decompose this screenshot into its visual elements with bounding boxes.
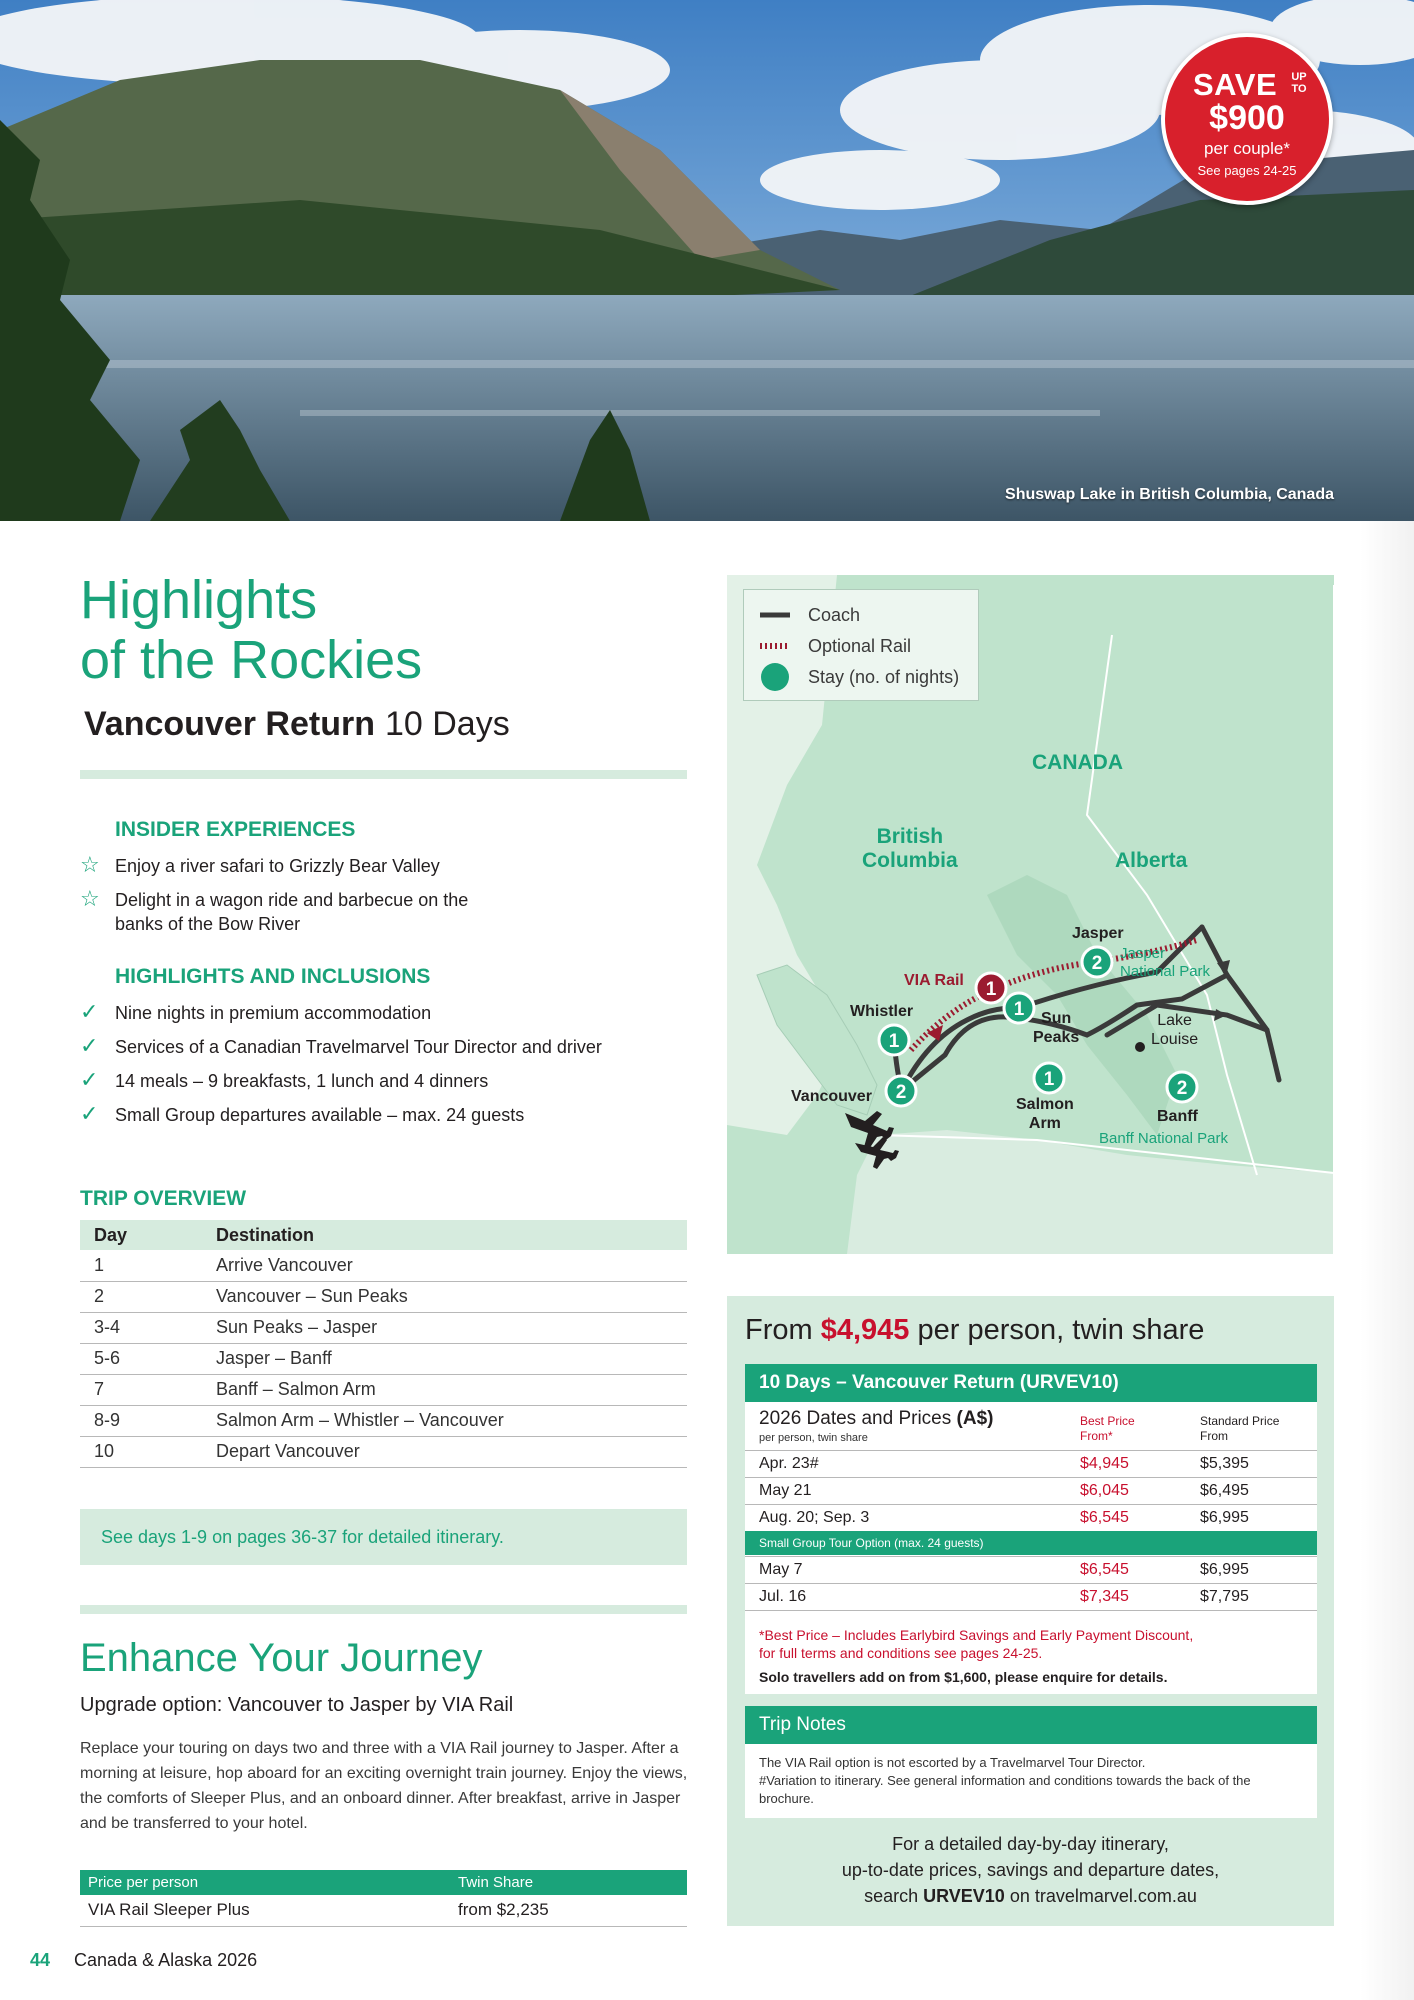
tour-title-line1: Highlights <box>80 570 318 630</box>
small-group-header: Small Group Tour Option (max. 24 guests) <box>745 1531 1317 1555</box>
star-icon: ☆ <box>80 852 100 877</box>
table-row <box>80 1281 687 1312</box>
badge-see-pages: See pages 24-25 <box>1197 163 1297 178</box>
jasper-nights: 2 <box>1091 953 1103 974</box>
star-icon: ☆ <box>80 886 100 911</box>
tour-title <box>80 570 422 690</box>
rail-price-cell: from $2,235 <box>450 1895 687 1926</box>
lake-louise-dot <box>1135 1042 1145 1052</box>
table-header-row <box>80 1870 687 1895</box>
search-line1: For a detailed day-by-day itinerary, <box>892 1834 1169 1854</box>
whistler-nights: 1 <box>888 1031 900 1052</box>
itinerary-note: See days 1-9 on pages 36-37 for detailed itinerary. <box>80 1509 687 1565</box>
from-prefix: From <box>745 1314 813 1346</box>
from-price-line <box>745 1314 1204 1347</box>
salmon-arm-nights: 1 <box>1043 1069 1055 1090</box>
inclusion-item-text: Services of a Canadian Travelmarvel Tour Director and driver <box>115 1037 602 1057</box>
table-row <box>80 1374 687 1405</box>
lake-louise-line2: Louise <box>1151 1031 1199 1048</box>
standard-price: $6,495 <box>1200 1482 1249 1499</box>
hero-photo <box>0 0 1414 521</box>
dates-title <box>759 1408 993 1430</box>
day-cell: 1 <box>80 1250 202 1281</box>
day-cell: 3-4 <box>80 1312 202 1343</box>
column-price-per-person: Price per person <box>80 1870 450 1895</box>
insider-item-text: Enjoy a river safari to Grizzly Bear Valley <box>115 856 440 876</box>
dates-title-text: 2026 Dates and Prices <box>759 1408 952 1429</box>
insider-heading: INSIDER EXPERIENCES <box>115 818 356 841</box>
departure-date: Apr. 23# <box>759 1455 819 1472</box>
table-row <box>80 1312 687 1343</box>
table-row <box>80 1343 687 1374</box>
standard-price: $6,995 <box>1200 1561 1249 1578</box>
column-twin-share: Twin Share <box>450 1870 687 1895</box>
best-price-column-head <box>1080 1414 1135 1444</box>
check-icon: ✓ <box>80 1033 99 1058</box>
day-cell: 8-9 <box>80 1405 202 1436</box>
destination-cell: Jasper – Banff <box>202 1343 687 1374</box>
search-line3b: on travelmarvel.com.au <box>1009 1886 1197 1906</box>
std-label-line2: From <box>1200 1429 1228 1443</box>
vancouver-nights: 2 <box>895 1082 907 1103</box>
tour-duration: 10 Days <box>384 705 510 743</box>
badge-per-couple: per couple* <box>1203 139 1290 158</box>
dates-prices-card <box>745 1364 1317 1694</box>
via-rail-label: VIA Rail <box>904 972 964 989</box>
salmon-arm-label <box>1016 1095 1074 1133</box>
check-icon: ✓ <box>80 1067 99 1092</box>
price-row <box>745 1556 1317 1583</box>
std-label-line1: Standard Price <box>1200 1414 1280 1428</box>
trip-note-2: #Variation to itinerary. See general information and conditions towards the back of the brochure. <box>759 1773 1251 1806</box>
solo-traveller-note: Solo travellers add on from $1,600, please enquire for details. <box>759 1669 1168 1685</box>
standard-price: $6,995 <box>1200 1509 1249 1526</box>
vancouver-label: Vancouver <box>791 1088 872 1105</box>
search-instructions <box>727 1831 1334 1909</box>
salmon-arm-line1: Salmon <box>1016 1096 1074 1113</box>
check-icon: ✓ <box>80 1101 99 1126</box>
best-label-line1: Best Price <box>1080 1414 1135 1428</box>
page-number: 44 <box>30 1950 51 1970</box>
route-map <box>727 575 1334 1254</box>
trip-overview-heading: TRIP OVERVIEW <box>80 1187 247 1210</box>
page-footer <box>30 1950 257 1971</box>
photo-caption: Shuswap Lake in British Columbia, Canada <box>1005 486 1334 503</box>
legend-rail-label: Optional Rail <box>808 636 912 656</box>
lake-louise-line1: Lake <box>1157 1012 1192 1029</box>
standard-price: $5,395 <box>1200 1455 1249 1472</box>
destination-cell: Depart Vancouver <box>202 1436 687 1467</box>
price-row <box>745 1504 1317 1531</box>
day-cell: 5-6 <box>80 1343 202 1374</box>
table-row <box>80 1405 687 1436</box>
insider-item-text: Delight in a wagon ride and barbecue on the <box>115 890 469 910</box>
departure-date: May 21 <box>759 1482 812 1499</box>
enhance-body: Replace your touring on days two and three with a VIA Rail journey to Jasper. After a morning at leisure, hop aboard for an exciting overnight train journey. Enjoy the views, the comforts of Sleeper Plus, and an onboard dinner. After breakfast, arrive in Jasper and be transferred to your hotel. <box>80 1740 688 1832</box>
standard-price: $7,795 <box>1200 1588 1249 1605</box>
best-price: $7,345 <box>1080 1588 1129 1605</box>
insider-item-text: banks of the Bow River <box>115 914 301 934</box>
tour-title-line2: of the Rockies <box>80 630 423 690</box>
search-line2: up-to-date prices, savings and departure dates, <box>841 1860 1220 1880</box>
badge-amount: $900 <box>1209 99 1285 137</box>
departure-date: May 7 <box>759 1561 803 1578</box>
badge-upto-text: UP TO <box>1291 71 1307 95</box>
save-badge <box>1161 33 1333 205</box>
best-price: $6,045 <box>1080 1482 1129 1499</box>
lake-louise-label <box>1151 1011 1198 1049</box>
best-price: $6,545 <box>1080 1561 1129 1578</box>
departure-date: Jul. 16 <box>759 1588 807 1605</box>
trip-notes-card <box>745 1706 1317 1818</box>
publication-name: Canada & Alaska 2026 <box>74 1950 258 1970</box>
rail-option-cell: VIA Rail Sleeper Plus <box>80 1895 450 1926</box>
price-row <box>745 1450 1317 1477</box>
sun-peaks-line1: Sun <box>1041 1010 1072 1027</box>
legend-coach-label: Coach <box>808 605 861 625</box>
inclusion-item-text: Small Group departures available – max. 24 guests <box>115 1105 525 1125</box>
tour-route: Vancouver Return <box>84 705 375 743</box>
departure-date: Aug. 20; Sep. 3 <box>759 1509 870 1526</box>
whistler-label: Whistler <box>850 1003 914 1020</box>
destination-cell: Vancouver – Sun Peaks <box>202 1281 687 1312</box>
banff-park-label: Banff National Park <box>1099 1130 1228 1147</box>
destination-cell: Salmon Arm – Whistler – Vancouver <box>202 1405 687 1436</box>
best-price: $6,545 <box>1080 1509 1129 1526</box>
trip-notes-heading: Trip Notes <box>745 1706 1317 1744</box>
from-suffix: per person, twin share <box>917 1314 1205 1346</box>
trip-notes-body <box>759 1754 1307 1808</box>
jasper-park-line1: Jasper <box>1120 945 1166 962</box>
legend-stay-label: Stay (no. of nights) <box>808 667 960 687</box>
british-columbia-label <box>862 825 958 873</box>
table-row <box>80 1250 687 1281</box>
jasper-label: Jasper <box>1072 925 1124 942</box>
inclusion-item-text: 14 meals – 9 breakfasts, 1 lunch and 4 dinners <box>115 1071 489 1091</box>
country-label: CANADA <box>1032 751 1123 774</box>
best-price-note <box>759 1626 1309 1662</box>
sun-peaks-label <box>1033 1009 1079 1047</box>
from-amount: $4,945 <box>820 1314 910 1346</box>
jasper-park-label <box>1120 945 1210 981</box>
alberta-label: Alberta <box>1115 849 1188 872</box>
inclusions-heading: HIGHLIGHTS AND INCLUSIONS <box>115 965 431 988</box>
coach-line-icon <box>758 600 794 630</box>
currency-label: (A$) <box>956 1408 994 1429</box>
best-note-line2: for full terms and conditions see pages 24-25. <box>759 1645 1043 1661</box>
bc-line1: British <box>876 825 944 848</box>
section-divider <box>80 770 687 779</box>
price-row <box>745 1477 1317 1504</box>
search-line3a: search <box>864 1886 919 1906</box>
jasper-park-line2: National Park <box>1120 963 1211 980</box>
page-edge-shade <box>1360 521 1414 2000</box>
price-row <box>745 1583 1317 1610</box>
via-rail-nights: 1 <box>985 979 997 1000</box>
map-legend <box>743 589 979 701</box>
search-code: URVEV10 <box>923 1886 1005 1906</box>
sun-peaks-line2: Peaks <box>1033 1029 1080 1046</box>
salmon-arm-line2: Arm <box>1028 1115 1061 1132</box>
rail-price-table <box>80 1870 687 1927</box>
sun-peaks-nights: 1 <box>1013 999 1025 1020</box>
best-note-line1: *Best Price – Includes Earlybird Savings and Early Payment Discount, <box>759 1627 1194 1643</box>
enhance-title: Enhance Your Journey <box>80 1636 483 1680</box>
column-day: Day <box>80 1220 202 1250</box>
banff-label: Banff <box>1157 1108 1198 1125</box>
day-cell: 2 <box>80 1281 202 1312</box>
check-icon: ✓ <box>80 999 99 1024</box>
table-header-row <box>80 1220 687 1250</box>
day-cell: 10 <box>80 1436 202 1467</box>
destination-cell: Arrive Vancouver <box>202 1250 687 1281</box>
enhance-subtitle: Upgrade option: Vancouver to Jasper by VIA Rail <box>80 1694 514 1716</box>
standard-price-column-head <box>1200 1414 1279 1444</box>
table-row <box>80 1895 687 1926</box>
inclusion-item-text: Nine nights in premium accommodation <box>115 1003 432 1023</box>
rail-line-icon <box>758 631 794 661</box>
bc-line2: Columbia <box>862 849 958 872</box>
pricing-panel <box>727 1296 1334 1926</box>
destination-cell: Banff – Salmon Arm <box>202 1374 687 1405</box>
trip-note-1: The VIA Rail option is not escorted by a Travelmarvel Tour Director. <box>759 1755 1146 1770</box>
banff-nights: 2 <box>1176 1078 1188 1099</box>
column-destination: Destination <box>202 1220 687 1250</box>
table-row <box>80 1436 687 1467</box>
best-label-line2: From* <box>1080 1429 1113 1443</box>
badge-save-text: SAVE <box>1193 67 1278 102</box>
destination-cell: Sun Peaks – Jasper <box>202 1312 687 1343</box>
best-price: $4,945 <box>1080 1455 1129 1472</box>
tour-subtitle <box>84 705 510 744</box>
section-divider <box>80 1605 687 1614</box>
dates-subtitle: per person, twin share <box>759 1432 868 1444</box>
stay-dot-icon <box>758 662 794 692</box>
tour-code-header: 10 Days – Vancouver Return (URVEV10) <box>745 1364 1317 1402</box>
trip-overview-table <box>80 1220 687 1468</box>
day-cell: 7 <box>80 1374 202 1405</box>
